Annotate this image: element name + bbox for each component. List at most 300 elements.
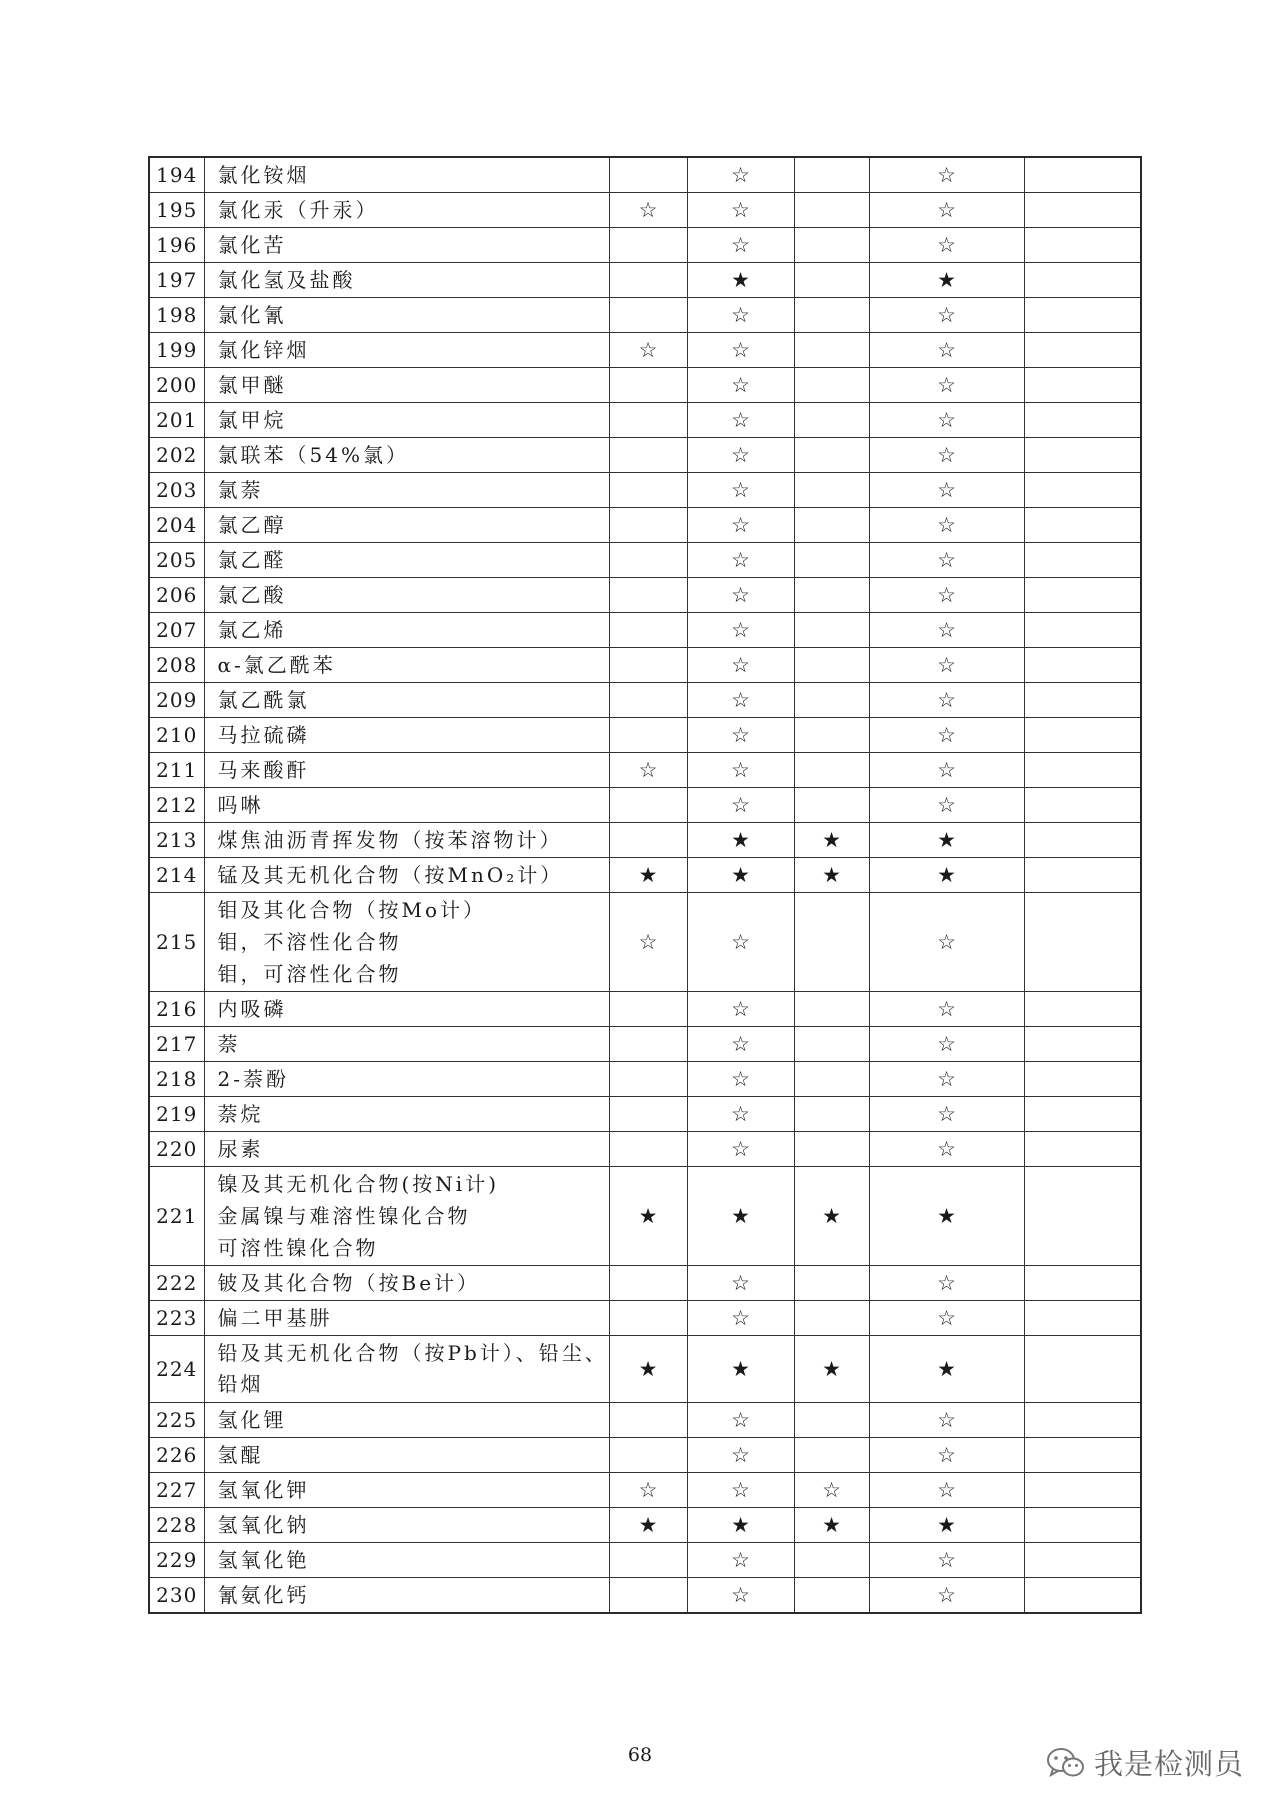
mark-cell — [609, 718, 687, 753]
mark-cell: ☆ — [687, 578, 794, 613]
substance-name-line: 氯乙酸 — [217, 583, 287, 607]
mark-cell: ☆ — [687, 1543, 794, 1578]
mark-cell — [609, 508, 687, 543]
substance-name-line: 钼，可溶性化合物 — [217, 962, 402, 986]
row-number: 197 — [149, 263, 204, 298]
mark-cell — [1024, 613, 1141, 648]
mark-cell: ★ — [869, 858, 1024, 893]
mark-cell — [609, 648, 687, 683]
mark-cell: ☆ — [869, 228, 1024, 263]
mark-cell — [1024, 193, 1141, 228]
page-number: 68 — [627, 1744, 653, 1766]
mark-cell — [794, 1578, 869, 1614]
substance-name-line: 氢氧化铯 — [217, 1548, 310, 1572]
row-number: 217 — [149, 1027, 204, 1062]
mark-cell: ☆ — [869, 578, 1024, 613]
table-row — [149, 1508, 1141, 1543]
mark-cell — [794, 333, 869, 368]
hazard-table — [148, 156, 1142, 1614]
table-row — [149, 683, 1141, 718]
mark-cell — [1024, 788, 1141, 823]
mark-cell — [794, 473, 869, 508]
substance-name-line: 氯萘 — [217, 478, 264, 502]
substance-name-line: 可溶性镍化合物 — [217, 1236, 379, 1260]
row-number: 225 — [149, 1403, 204, 1438]
table-row — [149, 613, 1141, 648]
mark-cell — [794, 1403, 869, 1438]
row-number: 211 — [149, 753, 204, 788]
substance-name — [204, 1438, 609, 1473]
mark-cell — [794, 613, 869, 648]
mark-cell: ☆ — [687, 893, 794, 992]
mark-cell — [1024, 823, 1141, 858]
table-row — [149, 992, 1141, 1027]
mark-cell — [794, 543, 869, 578]
substance-name — [204, 1508, 609, 1543]
mark-cell: ☆ — [687, 1438, 794, 1473]
table-row — [149, 543, 1141, 578]
table-row — [149, 788, 1141, 823]
mark-cell — [794, 1543, 869, 1578]
mark-cell: ☆ — [609, 1473, 687, 1508]
mark-cell — [609, 403, 687, 438]
mark-cell — [1024, 228, 1141, 263]
row-number: 196 — [149, 228, 204, 263]
table-row — [149, 893, 1141, 992]
mark-cell: ☆ — [687, 438, 794, 473]
substance-name — [204, 718, 609, 753]
mark-cell — [794, 788, 869, 823]
substance-name-line: 铍及其化合物（按Be计） — [217, 1271, 481, 1295]
substance-name — [204, 438, 609, 473]
mark-cell — [609, 368, 687, 403]
table-row — [149, 1132, 1141, 1167]
mark-cell — [794, 1132, 869, 1167]
substance-name-line: 氢氧化钠 — [217, 1513, 310, 1537]
substance-name — [204, 263, 609, 298]
table-row — [149, 1301, 1141, 1336]
mark-cell — [1024, 1027, 1141, 1062]
substance-name — [204, 1167, 609, 1266]
mark-cell: ☆ — [687, 1301, 794, 1336]
mark-cell: ☆ — [687, 473, 794, 508]
mark-cell: ☆ — [869, 683, 1024, 718]
table-row — [149, 1027, 1141, 1062]
row-number: 219 — [149, 1097, 204, 1132]
mark-cell: ★ — [869, 823, 1024, 858]
substance-name-line: 钼，不溶性化合物 — [217, 930, 402, 954]
mark-cell — [609, 992, 687, 1027]
mark-cell: ☆ — [687, 1578, 794, 1614]
mark-cell: ☆ — [869, 1438, 1024, 1473]
mark-cell — [794, 263, 869, 298]
mark-cell — [609, 823, 687, 858]
row-number: 199 — [149, 333, 204, 368]
mark-cell: ☆ — [687, 403, 794, 438]
row-number: 198 — [149, 298, 204, 333]
mark-cell — [1024, 1266, 1141, 1301]
mark-cell — [1024, 1578, 1141, 1614]
substance-name-line: 氯乙酰氯 — [217, 688, 310, 712]
mark-cell: ★ — [794, 823, 869, 858]
substance-name-line: α-氯乙酰苯 — [217, 653, 336, 677]
mark-cell — [1024, 543, 1141, 578]
mark-cell — [794, 683, 869, 718]
mark-cell — [1024, 298, 1141, 333]
mark-cell — [1024, 403, 1141, 438]
mark-cell — [1024, 1508, 1141, 1543]
substance-name-line: 萘 — [217, 1032, 241, 1056]
mark-cell — [1024, 157, 1141, 193]
table-row — [149, 438, 1141, 473]
mark-cell: ☆ — [869, 788, 1024, 823]
substance-name — [204, 157, 609, 193]
table-row — [149, 648, 1141, 683]
mark-cell — [1024, 992, 1141, 1027]
table-row — [149, 823, 1141, 858]
row-number: 209 — [149, 683, 204, 718]
mark-cell: ☆ — [687, 368, 794, 403]
mark-cell: ☆ — [869, 368, 1024, 403]
row-number: 216 — [149, 992, 204, 1027]
row-number: 203 — [149, 473, 204, 508]
mark-cell: ☆ — [869, 333, 1024, 368]
substance-name — [204, 1132, 609, 1167]
substance-name-line: 氯乙醇 — [217, 513, 287, 537]
row-number: 221 — [149, 1167, 204, 1266]
row-number: 223 — [149, 1301, 204, 1336]
mark-cell: ★ — [794, 858, 869, 893]
mark-cell — [1024, 333, 1141, 368]
substance-name-line: 金属镍与难溶性镍化合物 — [217, 1204, 471, 1228]
mark-cell: ★ — [609, 1336, 687, 1403]
mark-cell — [609, 578, 687, 613]
row-number: 227 — [149, 1473, 204, 1508]
substance-name — [204, 648, 609, 683]
mark-cell: ☆ — [869, 1132, 1024, 1167]
row-number: 207 — [149, 613, 204, 648]
substance-name — [204, 1027, 609, 1062]
row-number: 208 — [149, 648, 204, 683]
mark-cell — [1024, 1301, 1141, 1336]
mark-cell: ★ — [609, 1167, 687, 1266]
mark-cell: ☆ — [869, 403, 1024, 438]
mark-cell — [609, 228, 687, 263]
mark-cell — [609, 1027, 687, 1062]
mark-cell — [1024, 1132, 1141, 1167]
mark-cell: ☆ — [687, 1132, 794, 1167]
row-number: 214 — [149, 858, 204, 893]
table-row — [149, 1578, 1141, 1614]
mark-cell: ☆ — [869, 613, 1024, 648]
table-row — [149, 228, 1141, 263]
mark-cell: ★ — [687, 858, 794, 893]
substance-name-line: 2-萘酚 — [217, 1067, 289, 1091]
row-number: 204 — [149, 508, 204, 543]
mark-cell — [794, 1027, 869, 1062]
mark-cell — [609, 683, 687, 718]
mark-cell: ★ — [869, 263, 1024, 298]
mark-cell: ☆ — [869, 543, 1024, 578]
substance-name-line: 铅烟 — [217, 1372, 264, 1396]
mark-cell: ☆ — [687, 683, 794, 718]
mark-cell: ☆ — [687, 613, 794, 648]
mark-cell: ★ — [687, 1508, 794, 1543]
substance-name — [204, 193, 609, 228]
mark-cell — [794, 1301, 869, 1336]
substance-name — [204, 1336, 609, 1403]
mark-cell — [794, 438, 869, 473]
mark-cell — [1024, 578, 1141, 613]
substance-name-line: 氢醌 — [217, 1443, 264, 1467]
mark-cell: ☆ — [869, 508, 1024, 543]
mark-cell — [1024, 1097, 1141, 1132]
substance-name-line: 内吸磷 — [217, 997, 287, 1021]
substance-name — [204, 992, 609, 1027]
substance-name — [204, 543, 609, 578]
mark-cell: ☆ — [687, 1027, 794, 1062]
mark-cell: ☆ — [687, 1473, 794, 1508]
table-row — [149, 1543, 1141, 1578]
table-row — [149, 718, 1141, 753]
substance-name — [204, 1543, 609, 1578]
substance-name-line: 氯联苯（54%氯） — [217, 443, 409, 467]
substance-name-line: 氢氧化钾 — [217, 1478, 310, 1502]
mark-cell: ☆ — [869, 1062, 1024, 1097]
table-row — [149, 1167, 1141, 1266]
mark-cell — [609, 1132, 687, 1167]
table-row — [149, 1266, 1141, 1301]
mark-cell: ☆ — [687, 718, 794, 753]
substance-name-line: 氯乙烯 — [217, 618, 287, 642]
mark-cell: ☆ — [794, 1473, 869, 1508]
substance-name — [204, 1266, 609, 1301]
table-row — [149, 473, 1141, 508]
mark-cell: ☆ — [687, 298, 794, 333]
mark-cell — [609, 157, 687, 193]
mark-cell — [1024, 858, 1141, 893]
substance-name-line: 氢化锂 — [217, 1408, 287, 1432]
substance-name — [204, 578, 609, 613]
row-number: 194 — [149, 157, 204, 193]
substance-name — [204, 858, 609, 893]
row-number: 230 — [149, 1578, 204, 1614]
mark-cell: ☆ — [869, 753, 1024, 788]
row-number: 202 — [149, 438, 204, 473]
mark-cell: ☆ — [687, 157, 794, 193]
mark-cell: ☆ — [609, 333, 687, 368]
substance-name-line: 氯化铵烟 — [217, 163, 310, 187]
mark-cell: ☆ — [869, 1097, 1024, 1132]
mark-cell: ☆ — [687, 1062, 794, 1097]
row-number: 228 — [149, 1508, 204, 1543]
mark-cell — [1024, 473, 1141, 508]
substance-name-line: 氯化氰 — [217, 303, 287, 327]
mark-cell: ☆ — [869, 193, 1024, 228]
mark-cell — [1024, 1167, 1141, 1266]
row-number: 220 — [149, 1132, 204, 1167]
mark-cell — [609, 1543, 687, 1578]
substance-name — [204, 333, 609, 368]
substance-name — [204, 823, 609, 858]
mark-cell — [1024, 1062, 1141, 1097]
mark-cell: ☆ — [869, 893, 1024, 992]
mark-cell — [1024, 1438, 1141, 1473]
mark-cell — [1024, 508, 1141, 543]
mark-cell — [609, 1403, 687, 1438]
substance-name — [204, 403, 609, 438]
substance-name — [204, 1403, 609, 1438]
substance-name — [204, 1578, 609, 1614]
mark-cell — [1024, 893, 1141, 992]
row-number: 224 — [149, 1336, 204, 1403]
mark-cell — [794, 368, 869, 403]
mark-cell — [609, 1062, 687, 1097]
row-number: 200 — [149, 368, 204, 403]
substance-name-line: 萘烷 — [217, 1102, 264, 1126]
row-number: 201 — [149, 403, 204, 438]
mark-cell: ☆ — [687, 193, 794, 228]
mark-cell: ☆ — [687, 1097, 794, 1132]
mark-cell: ☆ — [869, 1301, 1024, 1336]
substance-name — [204, 298, 609, 333]
mark-cell: ☆ — [687, 992, 794, 1027]
table-row — [149, 753, 1141, 788]
mark-cell: ★ — [609, 1508, 687, 1543]
table-row — [149, 858, 1141, 893]
mark-cell — [794, 298, 869, 333]
mark-cell — [1024, 1336, 1141, 1403]
substance-name — [204, 1301, 609, 1336]
table-row — [149, 578, 1141, 613]
mark-cell: ☆ — [869, 718, 1024, 753]
row-number: 226 — [149, 1438, 204, 1473]
mark-cell — [794, 1097, 869, 1132]
table-row — [149, 333, 1141, 368]
mark-cell: ☆ — [869, 1403, 1024, 1438]
table-row — [149, 403, 1141, 438]
substance-name — [204, 1062, 609, 1097]
row-number: 195 — [149, 193, 204, 228]
mark-cell — [794, 893, 869, 992]
mark-cell — [609, 1578, 687, 1614]
row-number: 215 — [149, 893, 204, 992]
mark-cell — [609, 1266, 687, 1301]
mark-cell: ★ — [794, 1508, 869, 1543]
mark-cell: ☆ — [869, 1543, 1024, 1578]
mark-cell: ☆ — [869, 992, 1024, 1027]
mark-cell: ★ — [869, 1508, 1024, 1543]
row-number: 218 — [149, 1062, 204, 1097]
mark-cell — [794, 1438, 869, 1473]
table-row — [149, 508, 1141, 543]
mark-cell — [1024, 718, 1141, 753]
substance-name-line: 钼及其化合物（按Mo计） — [217, 898, 487, 922]
mark-cell — [609, 298, 687, 333]
substance-name — [204, 753, 609, 788]
mark-cell — [794, 157, 869, 193]
mark-cell: ★ — [869, 1167, 1024, 1266]
table-row — [149, 1097, 1141, 1132]
substance-name-line: 马拉硫磷 — [217, 723, 310, 747]
table-row — [149, 263, 1141, 298]
substance-name-line: 铅及其无机化合物（按Pb计）、铅尘、 — [217, 1341, 608, 1365]
mark-cell — [794, 508, 869, 543]
mark-cell: ☆ — [687, 508, 794, 543]
mark-cell: ★ — [687, 263, 794, 298]
substance-name-line: 尿素 — [217, 1137, 264, 1161]
mark-cell — [794, 228, 869, 263]
mark-cell: ☆ — [869, 438, 1024, 473]
substance-name-line: 镍及其无机化合物(按Ni计) — [217, 1172, 500, 1196]
mark-cell: ☆ — [687, 1266, 794, 1301]
mark-cell: ☆ — [687, 648, 794, 683]
substance-name — [204, 893, 609, 992]
watermark — [1046, 1742, 1244, 1783]
substance-name-line: 氯化氢及盐酸 — [217, 268, 356, 292]
mark-cell: ☆ — [869, 1473, 1024, 1508]
substance-name-line: 氯化汞（升汞） — [217, 198, 379, 222]
mark-cell: ☆ — [687, 1403, 794, 1438]
mark-cell: ☆ — [869, 157, 1024, 193]
substance-name-line: 马来酸酐 — [217, 758, 310, 782]
watermark-text: 我是检测员 — [1093, 1747, 1244, 1781]
substance-name — [204, 1097, 609, 1132]
substance-name-line: 氰氨化钙 — [217, 1583, 310, 1607]
substance-name — [204, 228, 609, 263]
mark-cell — [794, 718, 869, 753]
row-number: 229 — [149, 1543, 204, 1578]
mark-cell: ☆ — [687, 788, 794, 823]
mark-cell — [794, 578, 869, 613]
substance-name-line: 氯化锌烟 — [217, 338, 310, 362]
mark-cell: ☆ — [687, 753, 794, 788]
substance-name — [204, 683, 609, 718]
mark-cell — [1024, 368, 1141, 403]
mark-cell: ☆ — [869, 298, 1024, 333]
mark-cell — [1024, 1403, 1141, 1438]
mark-cell — [609, 543, 687, 578]
mark-cell: ★ — [794, 1167, 869, 1266]
mark-cell — [794, 1062, 869, 1097]
mark-cell — [1024, 753, 1141, 788]
mark-cell — [794, 753, 869, 788]
table-row — [149, 157, 1141, 193]
row-number: 212 — [149, 788, 204, 823]
substance-name-line: 氯化苦 — [217, 233, 287, 257]
mark-cell: ☆ — [609, 753, 687, 788]
mark-cell: ☆ — [869, 1266, 1024, 1301]
table-row — [149, 368, 1141, 403]
wechat-icon — [1046, 1746, 1086, 1780]
mark-cell: ★ — [794, 1336, 869, 1403]
mark-cell: ☆ — [869, 648, 1024, 683]
mark-cell — [794, 992, 869, 1027]
mark-cell: ☆ — [609, 193, 687, 228]
mark-cell: ★ — [687, 823, 794, 858]
mark-cell: ★ — [869, 1336, 1024, 1403]
table-body — [149, 157, 1141, 1613]
mark-cell: ☆ — [687, 333, 794, 368]
mark-cell — [794, 193, 869, 228]
mark-cell — [1024, 1543, 1141, 1578]
table-row — [149, 1336, 1141, 1403]
mark-cell: ★ — [687, 1167, 794, 1266]
mark-cell — [609, 438, 687, 473]
row-number: 205 — [149, 543, 204, 578]
mark-cell: ★ — [609, 858, 687, 893]
substance-name — [204, 368, 609, 403]
